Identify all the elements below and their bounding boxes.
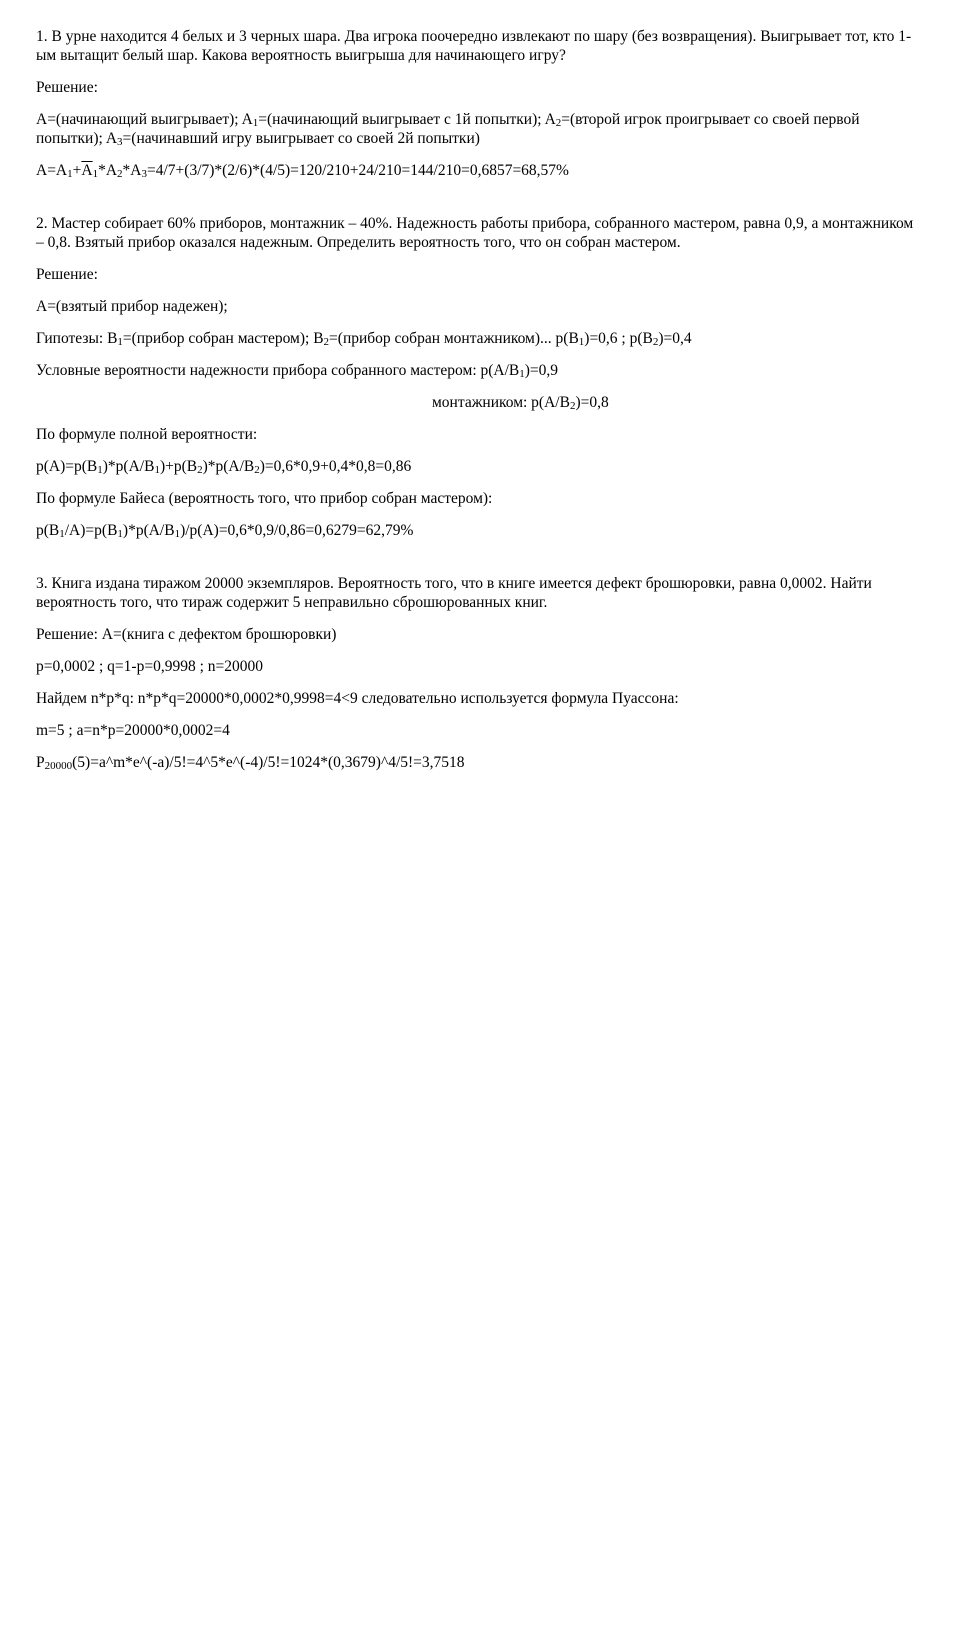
problem2-conditional-master: Условные вероятности надежности прибора собранного мастером: $p(A/B_1)=0,9$: [36, 362, 559, 380]
problem3-solution: Решение: A=(книга с дефектом брошюровки): [36, 626, 337, 643]
problem3-params: p=0,0002 ; q=1-p=0,9998 ; n=20000: [36, 658, 263, 675]
problem2-total-label: По формуле полной вероятности:: [36, 426, 258, 443]
problem2-statement: 2. Мастер собирает 60% приборов, монтажник – 40%. Надежность работы прибора, собранного мастером, равна 0,9, а монтажником – 0,8. Взятый прибор оказался надежным. Определить вероятность того, что он собран мастером.: [36, 215, 914, 251]
problem1-formula: $A=A_1+\overline{A}_1*A_2*A_3=4/7+(3/7)*(2/6)*(4/5)=120/210+24/210=144/210=0,6857=68,57\%$: [36, 162, 569, 180]
problem1-statement: 1. В урне находится 4 белых и 3 черных шара. Два игрока поочередно извлекают по шару (без возвращения). Выигрывает тот, кто 1-ым вытащит белый шар. Какова вероятность выигрыша для начинающего игру?: [36, 28, 912, 64]
problem2-conditional-installer: монтажником: $p(A/B_2)=0,8$: [432, 394, 609, 412]
problem2-total-formula: $p(A)=p(B_1)*p(A/B_1)+p(B_2)*p(A/B_2)=0,6*0,9+0,4*0,8=0,86$: [36, 458, 412, 476]
document-page: [36, 27, 916, 785]
problem1-solution-label: Решение:: [36, 79, 98, 96]
problem3-check: Найдем n*p*q: n*p*q=20000*0,0002*0,9998=4<9 следовательно используется формула Пуассона:: [36, 690, 679, 707]
problem1-events: A=(начинающий выигрывает); $A_1=(начинающий$ выигрывает с 1й попытки); $A_2=(второй$ игрок проигрывает со своей первой попытки); $A_3=(начинавший$ игру выигрывает со своей 2й попытки): [36, 111, 860, 148]
problem2-event-a: A=(взятый прибор надежен);: [36, 298, 228, 315]
problem3-poisson-formula: $P_{20000}(5)=a\^{}m*e\^{}(-a)/5!=4\^{}5*e\^{}(-4)/5!=1024*(0,3679)\^{}4/5!=3,7518$: [36, 754, 465, 772]
problem3-statement: 3. Книга издана тиражом 20000 экземпляров. Вероятность того, что в книге имеется дефект брошюровки, равна 0,0002. Найти вероятность того, что тираж содержит 5 неправильно сброшюрованных книг.: [36, 575, 872, 611]
complement-event: $\overline{A}$: [81, 162, 93, 179]
problem2-bayes-label: По формуле Байеса (вероятность того, что прибор собран мастером):: [36, 490, 493, 507]
problem2-hypotheses: Гипотезы: $B_1=(прибор$ собран мастером); $B_2=(прибор$ собран монтажником)... $p(B_1)=0,6$ ; $p(B_2)=0,4$: [36, 330, 692, 348]
problem2-bayes-formula: $p(B_1/A)=p(B_1)*p(A/B_1)/p(A)=0,6*0,9/0,86=0,6279=62,79\%$: [36, 522, 414, 540]
problem2-solution-label: Решение:: [36, 266, 98, 283]
problem3-m-a: m=5 ; a=n*p=20000*0,0002=4: [36, 722, 230, 739]
